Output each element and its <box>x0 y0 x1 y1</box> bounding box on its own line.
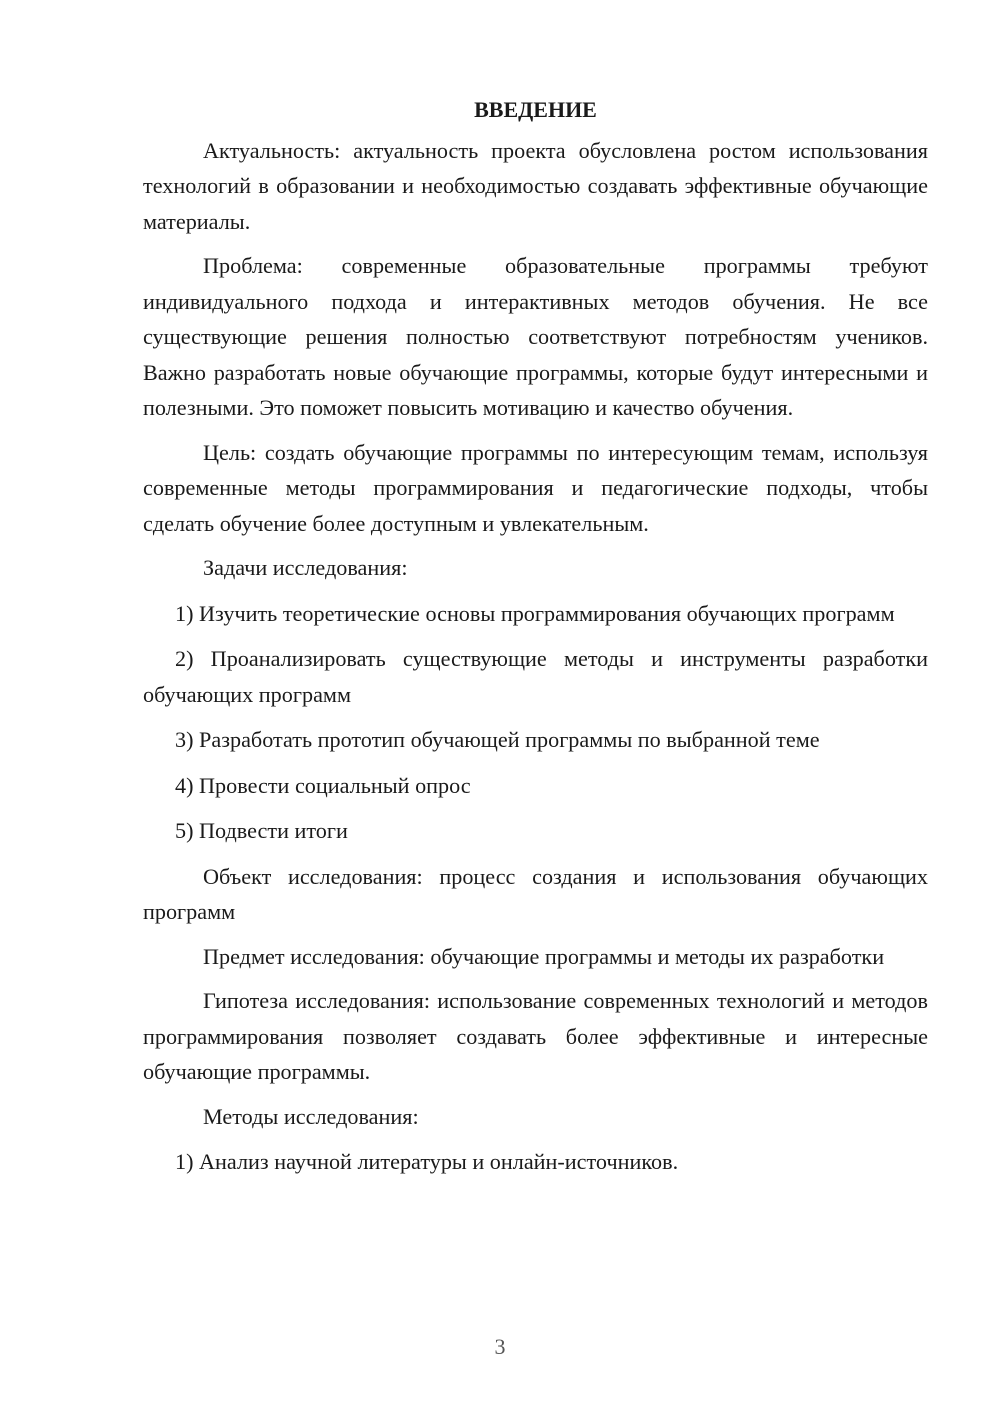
section-title: ВВЕДЕНИЕ <box>474 97 597 122</box>
page-content <box>143 92 928 1190</box>
methods-heading: Методы исследования: <box>203 1103 419 1129</box>
task-item-2: 2) Проанализировать существующие методы и инструменты разработки обучающих программ <box>143 646 928 707</box>
paragraph-goal: Цель: создать обучающие программы по интересующим темам, используя современные методы программирования и педагогические подходы, чтобы сделать обучение более доступным и увлекательным. <box>143 439 928 536</box>
paragraph-relevance: Актуальность: актуальность проекта обусловлена ростом использования технологий в образовании и необходимостью создавать эффективные обучающие материалы. <box>143 137 928 234</box>
paragraph-hypothesis: Гипотеза исследования: использование современных технологий и методов программирования позволяет создавать более эффективные и интересные обучающие программы. <box>143 988 928 1084</box>
task-item-4: 4) Провести социальный опрос <box>175 772 471 798</box>
task-item-1: 1) Изучить теоретические основы программирования обучающих программ <box>175 600 895 626</box>
tasks-heading: Задачи исследования: <box>203 555 408 580</box>
page-number: 3 <box>494 1334 506 1359</box>
paragraph-problem: Проблема: современные образовательные программы требуют индивидуального подхода и интерактивных методов обучения. Не все существующие решения полностью соответствуют потребностям учеников. Важно разработать новые обучающие программы, которые будут интересными и полезными. Это поможет повысить мотивацию и качество обучения. <box>143 253 928 420</box>
paragraph-subject: Предмет исследования: обучающие программы и методы их разработки <box>203 943 885 969</box>
method-item-1: 1) Анализ научной литературы и онлайн-источников. <box>175 1149 679 1174</box>
paragraph-object: Объект исследования: процесс создания и использования обучающих программ <box>143 863 928 924</box>
task-item-3: 3) Разработать прототип обучающей программы по выбранной теме <box>175 727 820 752</box>
task-item-5: 5) Подвести итоги <box>175 818 348 843</box>
